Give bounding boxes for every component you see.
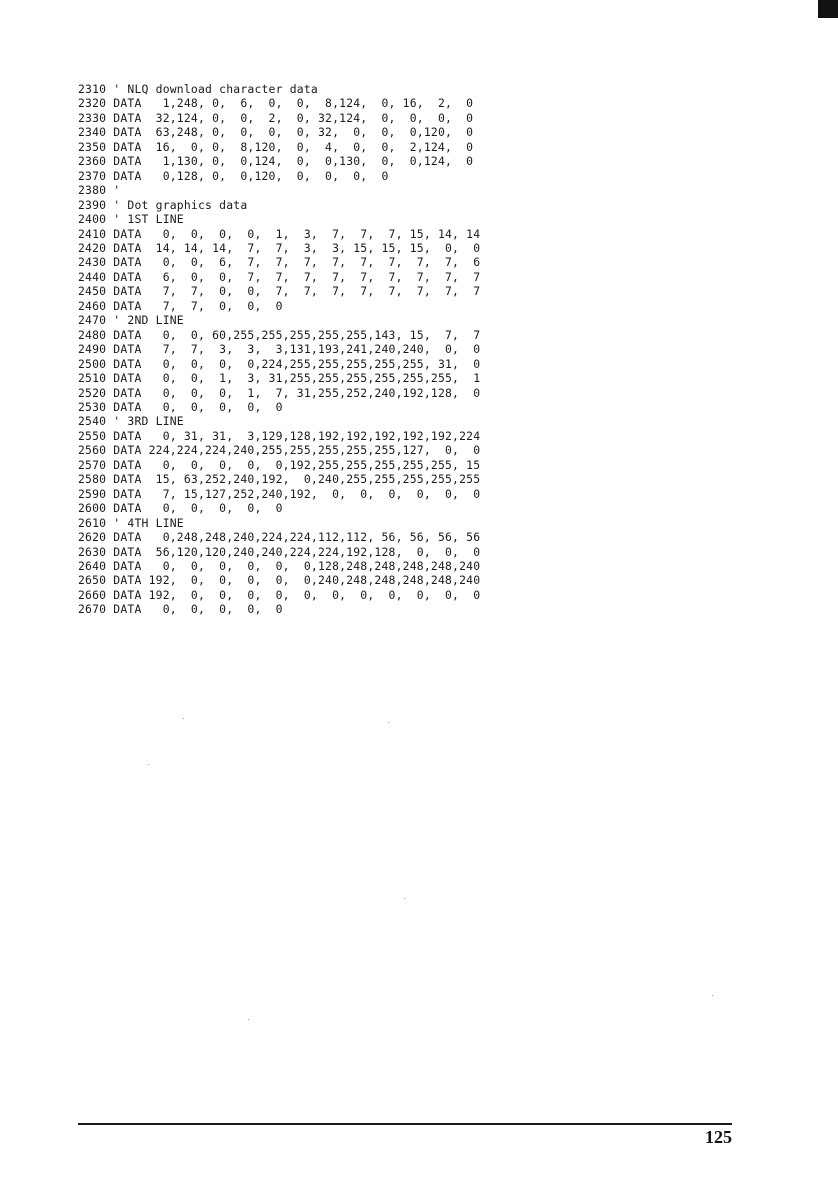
code-line: 2310 ' NLQ download character data (78, 82, 318, 96)
scan-speck (248, 1019, 249, 1020)
code-line: 2460 DATA 7, 7, 0, 0, 0 (78, 298, 283, 313)
code-line: 2630 DATA 56,120,120,240,240,224,224,192,128, 0, 0, 0 (78, 544, 481, 559)
code-line: 2340 DATA 63,248, 0, 0, 0, 0, 32, 0, 0, 0,120, 0 (78, 125, 474, 140)
code-line: 2560 DATA 224,224,224,240,255,255,255,255,255,127, 0, 0 (78, 443, 481, 458)
basic-program-listing (78, 82, 480, 617)
code-line: 2620 DATA 0,248,248,240,224,224,112,112, 56, 56, 56, 56 (78, 530, 481, 545)
scan-speck (404, 898, 405, 899)
code-line: 2490 DATA 7, 7, 3, 3, 3,131,193,241,240,240, 0, 0 (78, 342, 481, 357)
code-line: 2650 DATA 192, 0, 0, 0, 0, 0,240,248,248,248,248,240 (78, 573, 481, 588)
code-line: 2450 DATA 7, 7, 0, 0, 7, 7, 7, 7, 7, 7, 7, 7 (78, 284, 481, 299)
scan-speck (712, 995, 713, 996)
code-line: 2420 DATA 14, 14, 14, 7, 7, 3, 3, 15, 15, 15, 0, 0 (78, 240, 481, 255)
scan-corner-mark (818, 0, 838, 18)
code-line: 2500 DATA 0, 0, 0, 0,224,255,255,255,255,255, 31, 0 (78, 356, 481, 371)
code-line: 2410 DATA 0, 0, 0, 0, 1, 3, 7, 7, 7, 15, 14, 14 (78, 226, 481, 241)
scan-speck (148, 764, 149, 765)
scan-speck (183, 718, 184, 719)
page-number: 125 (705, 1127, 732, 1147)
code-line: 2350 DATA 16, 0, 0, 8,120, 0, 4, 0, 0, 2,124, 0 (78, 139, 474, 154)
code-line: 2570 DATA 0, 0, 0, 0, 0,192,255,255,255,255,255, 15 (78, 457, 481, 472)
code-line: 2380 ' (78, 183, 121, 198)
code-line: 2550 DATA 0, 31, 31, 3,129,128,192,192,192,192,192,224 (78, 428, 481, 443)
code-line: 2640 DATA 0, 0, 0, 0, 0, 0,128,248,248,248,248,240 (78, 558, 481, 573)
code-line: 2520 DATA 0, 0, 0, 1, 7, 31,255,252,240,192,128, 0 (78, 385, 481, 400)
code-line: 2530 DATA 0, 0, 0, 0, 0 (78, 399, 283, 414)
code-line: 2540 ' 3RD LINE (78, 414, 184, 429)
code-line: 2590 DATA 7, 15,127,252,240,192, 0, 0, 0, 0, 0, 0 (78, 486, 481, 501)
code-line: 2600 DATA 0, 0, 0, 0, 0 (78, 501, 283, 516)
code-line: 2430 DATA 0, 0, 6, 7, 7, 7, 7, 7, 7, 7, 7, 6 (78, 255, 481, 270)
scan-speck (388, 722, 389, 723)
code-line: 2580 DATA 15, 63,252,240,192, 0,240,255,255,255,255,255 (78, 472, 481, 487)
code-line: 2670 DATA 0, 0, 0, 0, 0 (78, 602, 283, 617)
code-line: 2470 ' 2ND LINE (78, 313, 184, 328)
code-line: 2330 DATA 32,124, 0, 0, 2, 0, 32,124, 0, 0, 0, 0 (78, 110, 474, 125)
code-line: 2360 DATA 1,130, 0, 0,124, 0, 0,130, 0, 0,124, 0 (78, 154, 474, 169)
code-line: 2370 DATA 0,128, 0, 0,120, 0, 0, 0, 0 (78, 168, 389, 183)
code-line: 2320 DATA 1,248, 0, 6, 0, 0, 8,124, 0, 16, 2, 0 (78, 96, 474, 111)
code-line: 2390 ' Dot graphics data (78, 197, 248, 212)
code-line: 2660 DATA 192, 0, 0, 0, 0, 0, 0, 0, 0, 0, 0, 0 (78, 587, 481, 602)
code-line: 2440 DATA 6, 0, 0, 7, 7, 7, 7, 7, 7, 7, 7, 7 (78, 269, 481, 284)
code-line: 2480 DATA 0, 0, 60,255,255,255,255,255,143, 15, 7, 7 (78, 327, 481, 342)
code-line: 2610 ' 4TH LINE (78, 515, 184, 530)
code-line: 2400 ' 1ST LINE (78, 212, 184, 227)
code-line: 2510 DATA 0, 0, 1, 3, 31,255,255,255,255,255,255, 1 (78, 371, 481, 386)
footer-rule (78, 1123, 732, 1125)
